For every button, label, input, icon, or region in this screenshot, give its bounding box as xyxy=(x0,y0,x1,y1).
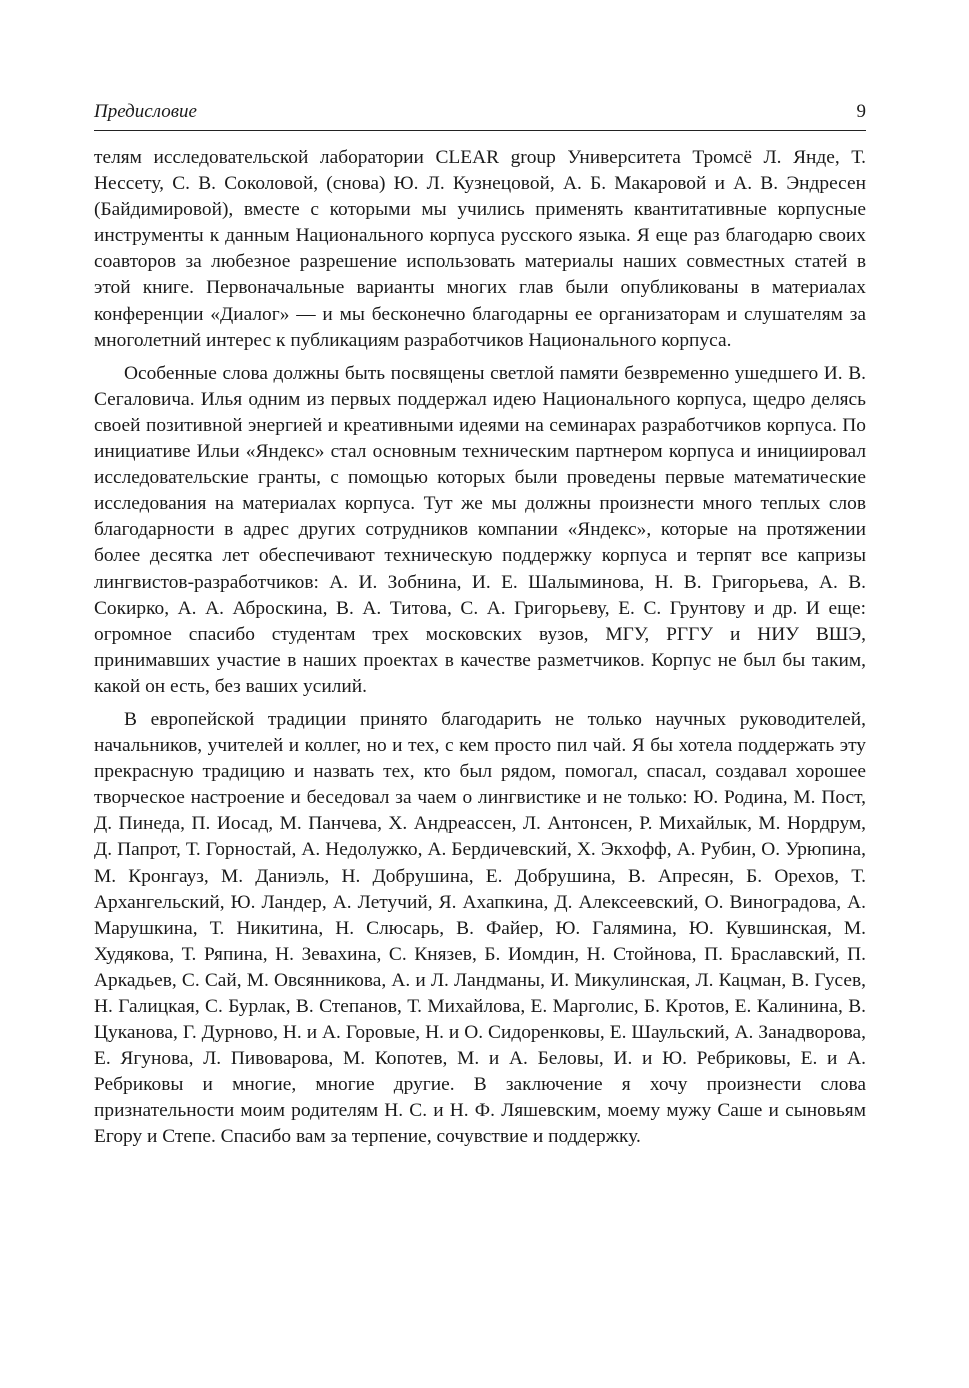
paragraph-segalovich-tribute: Особенные слова должны быть посвящены светлой памяти безвременно ушедшего И. В. Сегаловича. Илья одним из первых поддержал идею Национального корпуса, щедро делясь своей позитивной энергией и креативными идеями на семинарах разработчиков корпуса. По инициативе Ильи «Яндекс» стал основным техническим партнером корпуса и инициировал исследовательские гранты, с помощью которых были проведены первые математические исследования на материалах корпуса. Тут же мы должны произнести много теплых слов благодарности в адрес других сотрудников компании «Яндекс», которые на протяжении более десятка лет обеспечивают техническую поддержку корпуса и терпят все капризы лингвистов-разработчиков: А. И. Зобнина, И. Е. Шалыминова, Н. В. Григорьева, А. В. Сокирко, А. А. Аброскина, В. А. Титова, С. А. Григорьеву, Е. С. Грунтову и др. И еще: огромное спасибо студентам трех московских вузов, МГУ, РГГУ и НИУ ВШЭ, принимавших участие в наших проектах в качестве разметчиков. Корпус не был бы таким, какой он есть, без ваших усилий. xyxy=(94,362,866,697)
page-number: 9 xyxy=(856,101,866,122)
paragraph-continuation: телям исследовательской лаборатории CLEAR group Университета Тромсё Л. Янде, Т. Нессету, С. В. Соколовой, (снова) Ю. Л. Кузнецовой, А. Б. Макаровой и А. В. Эндресен (Байдимировой), вместе с которыми мы учились применять квантитативные корпусные инструменты к данным Национального корпуса русского языка. Я еще раз благодарю своих соавторов за любезное разрешение использовать материалы наших совместных статей в этой книге. Первоначальные варианты многих глав были опубликованы в материалах конференции «Диалог» — и мы бесконечно благодарны ее организаторам и слушателям за многолетний интерес к публикациям разработчиков Национального корпуса. xyxy=(94,147,866,351)
book-page xyxy=(94,100,866,1151)
running-header xyxy=(94,100,866,131)
body-text xyxy=(94,145,866,1151)
paragraph-acknowledgements: В европейской традиции принято благодарить не только научных руководителей, начальников, учителей и коллег, но и тех, с кем просто пил чай. Я бы хотела поддержать эту прекрасную традицию и назвать тех, кто был рядом, помогал, спасал, создавал хорошее творческое настроение и беседовал за чаем о лингвистике и не только: Ю. Родина, М. Пост, Д. Пинеда, П. Иосад, М. Панчева, Х. Андреассен, Л. Антонсен, Р. Михайлык, М. Нордрум, Д. Папрот, Т. Горностай, А. Недолужко, А. Бердичевский, Х. Экхофф, А. Рубин, О. Урюпина, М. Кронгауз, М. Даниэль, Н. Добрушина, Е. Добрушина, В. Апресян, Б. Орехов, Т. Архангельский, Ю. Ландер, А. Летучий, Я. Ахапкина, Д. Алексеевский, О. Виноградова, А. Марушкина, Т. Никитина, Н. Слюсарь, В. Файер, Ю. Галямина, Ю. Кувшинская, М. Худякова, Т. Ряпина, Н. Зевахина, С. Князев, Б. Иомдин, Н. Стойнова, П. Браславский, П. Аркадьев, С. Сай, М. Овсянникова, А. и Л. Ландманы, И. Микулинская, Л. Кацман, В. Гусев, Н. Галицкая, С. Бурлак, В. Степанов, Т. Михайлова, Е. Марголис, Б. Кротов, Е. Калинина, В. Цуканова, Г. Дурново, Н. и А. Горовые, Н. и О. Сидоренковы, Е. Шаульский, А. Занадворова, Е. Ягунова, Л. Пивоварова, М. Копотев, М. и А. Беловы, И. и Ю. Ребриковы, Е. и А. Ребриковы и многие, многие другие. В заключение я хочу произнести слова признательности моим родителям Н. С. и Н. Ф. Ляшевским, моему мужу Саше и сыновьям Егору и Степе. Спасибо вам за терпение, сочувствие и поддержку. xyxy=(94,708,866,1148)
section-title: Предисловие xyxy=(94,101,197,122)
